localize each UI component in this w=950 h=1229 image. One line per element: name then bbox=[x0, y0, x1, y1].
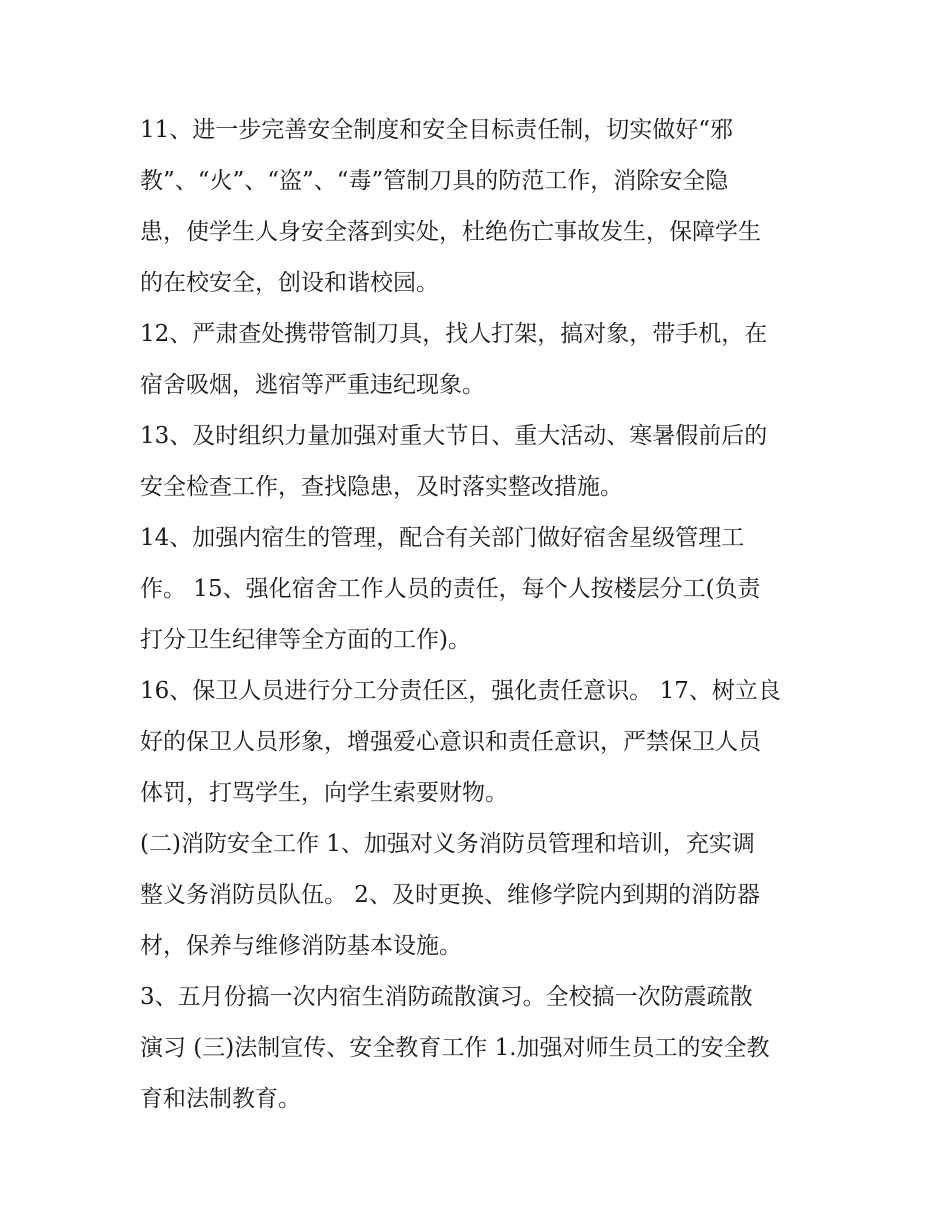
text-line: 安全检查工作，查找隐患，及时落实整改措施。 bbox=[140, 474, 623, 500]
text-line: 体罚，打骂学生，向学生索要财物。 bbox=[140, 780, 508, 806]
text-line: 宿舍吸烟，逃宿等严重违纪现象。 bbox=[140, 372, 485, 398]
text-line: 育和法制教育。 bbox=[140, 1086, 301, 1112]
text-line: 好的保卫人员形象，增强爱心意识和责任意识，严禁保卫人员 bbox=[140, 729, 761, 755]
text-line: 演习 (三)法制宣传、安全教育工作 1.加强对师生员工的安全教 bbox=[140, 1035, 770, 1061]
text-line: 3、五月份搞一次内宿生消防疏散演习。全校搞一次防震疏散 bbox=[140, 984, 753, 1010]
text-line: 患，使学生人身安全落到实处，杜绝伤亡事故发生，保障学生 bbox=[140, 219, 761, 245]
text-line: 11、进一步完善安全制度和安全目标责任制，切实做好“邪 bbox=[140, 117, 734, 143]
text-line: 材，保养与维修消防基本设施。 bbox=[140, 933, 462, 959]
text-line: 16、保卫人员进行分工分责任区，强化责任意识。 17、树立良 bbox=[140, 678, 781, 704]
text-line: 的在校安全，创设和谐校园。 bbox=[140, 270, 439, 296]
text-line: 作。 15、强化宿舍工作人员的责任，每个人按楼层分工(负责 bbox=[140, 576, 761, 602]
text-line: 13、及时组织力量加强对重大节日、重大活动、寒暑假前后的 bbox=[140, 423, 768, 449]
text-line: 12、严肃查处携带管制刀具，找人打架，搞对象，带手机，在 bbox=[140, 321, 768, 347]
text-line: 整义务消防员队伍。 2、及时更换、维修学院内到期的消防器 bbox=[140, 882, 760, 908]
text-line: 教”、“火”、“盗”、“毒”管制刀具的防范工作，消除安全隐 bbox=[140, 168, 729, 194]
text-line: 打分卫生纪律等全方面的工作)。 bbox=[140, 627, 471, 653]
text-line: 14、加强内宿生的管理，配合有关部门做好宿舍星级管理工 bbox=[140, 525, 745, 551]
text-line: (二)消防安全工作 1、加强对义务消防员管理和培训，充实调 bbox=[140, 831, 755, 857]
